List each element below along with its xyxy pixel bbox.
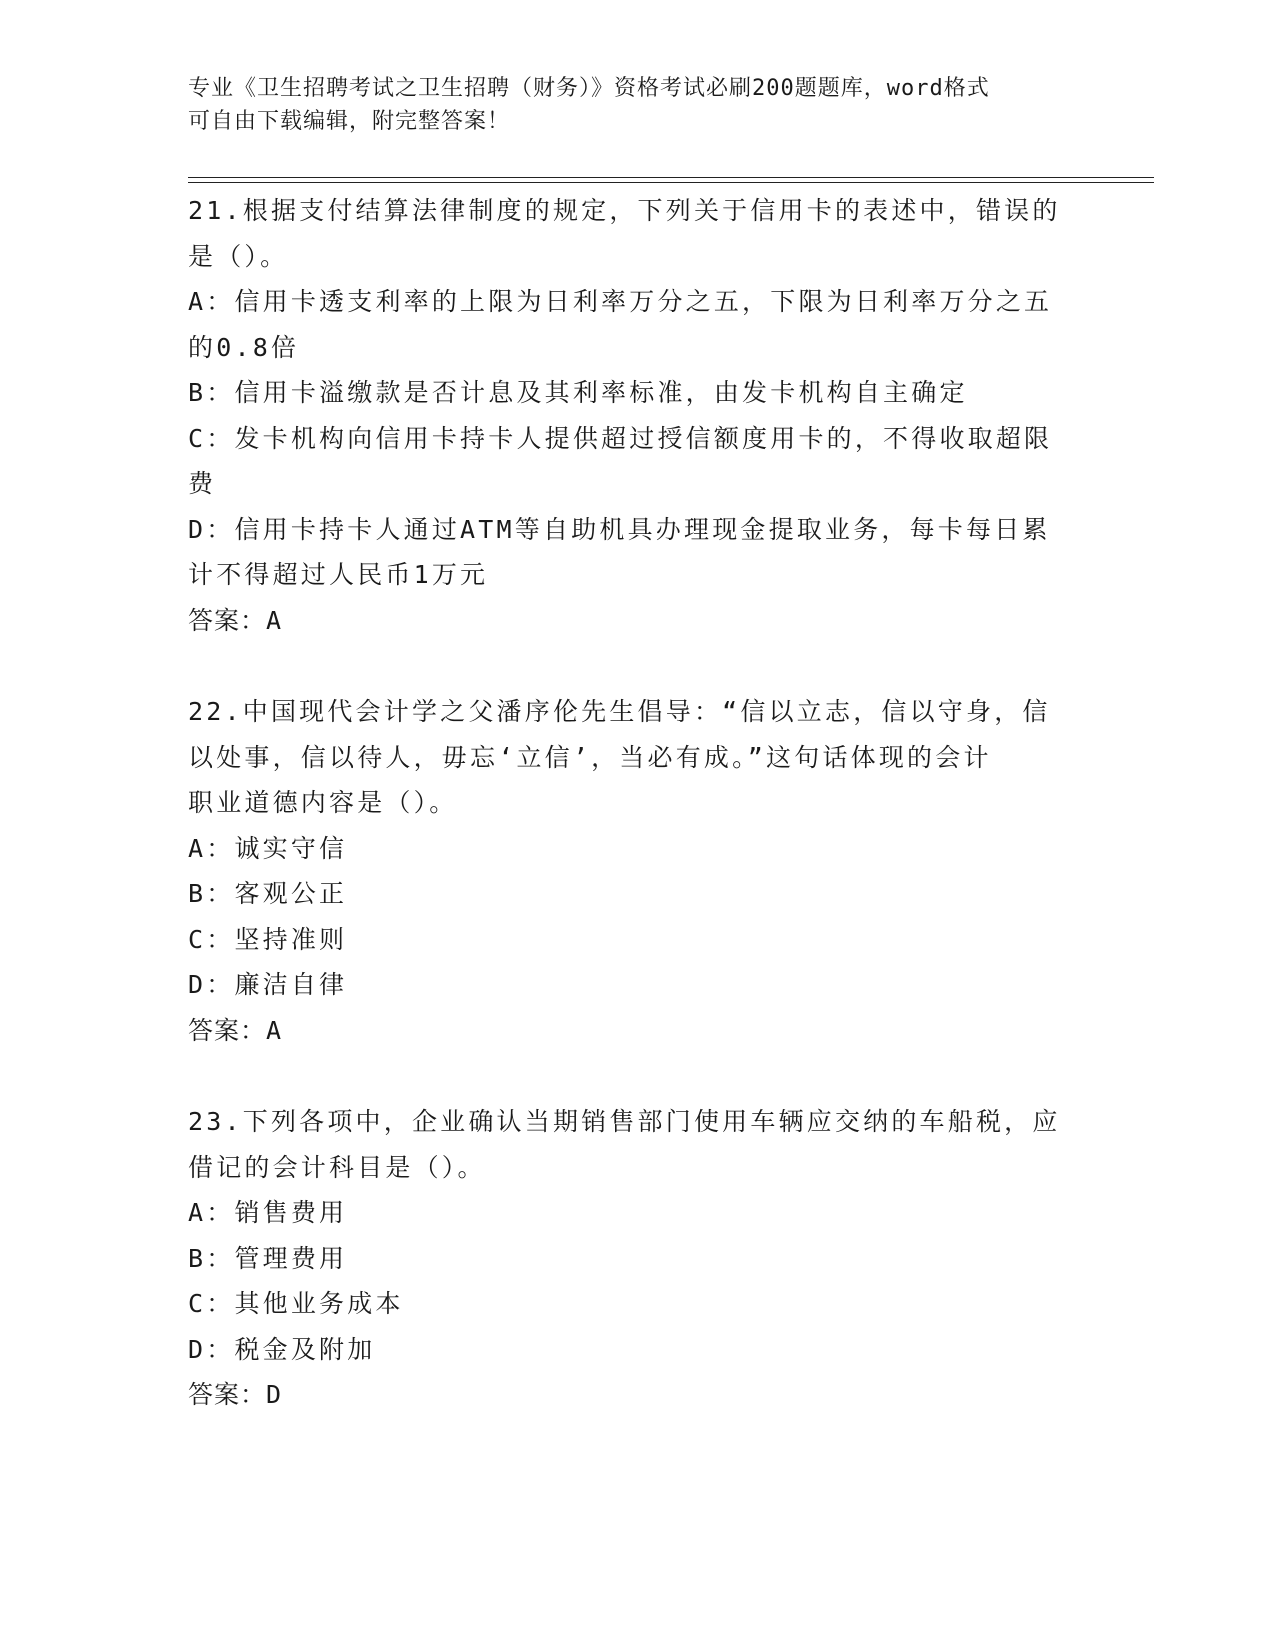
- header-line: 专业《卫生招聘考试之卫生招聘（财务）》资格考试必刷200题题库，word格式: [188, 76, 990, 101]
- answer-label: 答案：A: [188, 1015, 283, 1045]
- option-d: D：廉洁自律: [188, 970, 348, 999]
- question-23: [188, 1099, 1088, 1418]
- option-c: C：其他业务成本: [188, 1289, 404, 1318]
- option-c-continued: 费: [188, 469, 217, 498]
- option-d: D：信用卡持卡人通过ATM等自助机具办理现金提取业务，每卡每日累: [188, 514, 1051, 544]
- option-a: A：销售费用: [188, 1198, 348, 1227]
- document-header: [188, 72, 1088, 138]
- option-c: C：发卡机构向信用卡持卡人提供超过授信额度用卡的，不得收取超限: [188, 423, 1053, 453]
- option-a: A：信用卡透支利率的上限为日利率万分之五，下限为日利率万分之五: [188, 287, 1053, 316]
- question-stem: 借记的会计科目是（）。: [188, 1152, 486, 1182]
- option-a-continued: 的0.8倍: [188, 332, 300, 362]
- question-stem: 职业道德内容是（）。: [188, 788, 458, 817]
- question-stem: 22.中国现代会计学之父潘序伦先生倡导：“信以立志，信以守身，信: [188, 697, 1051, 726]
- question-21: [188, 188, 1088, 643]
- header-line: 可自由下载编辑，附完整答案！: [188, 109, 511, 134]
- option-b: B：信用卡溢缴款是否计息及其利率标准，由发卡机构自主确定: [188, 378, 968, 407]
- answer-label: 答案：A: [188, 605, 283, 635]
- option-b: B：管理费用: [188, 1243, 348, 1273]
- option-d-continued: 计不得超过人民币1万元: [188, 560, 489, 589]
- option-c: C：坚持准则: [188, 924, 348, 954]
- question-stem: 以处事，信以待人，毋忘‘立信’，当必有成。”这句话体现的会计: [188, 742, 992, 772]
- option-d: D：税金及附加: [188, 1334, 376, 1364]
- answer-label: 答案：D: [188, 1380, 283, 1409]
- option-a: A：诚实守信: [188, 833, 348, 863]
- question-list: [188, 188, 1088, 1418]
- question-stem: 23.下列各项中，企业确认当期销售部门使用车辆应交纳的车船税，应: [188, 1107, 1061, 1136]
- header-divider: [188, 177, 1154, 183]
- question-stem: 是（）。: [188, 241, 289, 271]
- question-22: [188, 689, 1088, 1053]
- option-b: B：客观公正: [188, 879, 348, 908]
- question-stem: 21.根据支付结算法律制度的规定，下列关于信用卡的表述中，错误的: [188, 196, 1061, 225]
